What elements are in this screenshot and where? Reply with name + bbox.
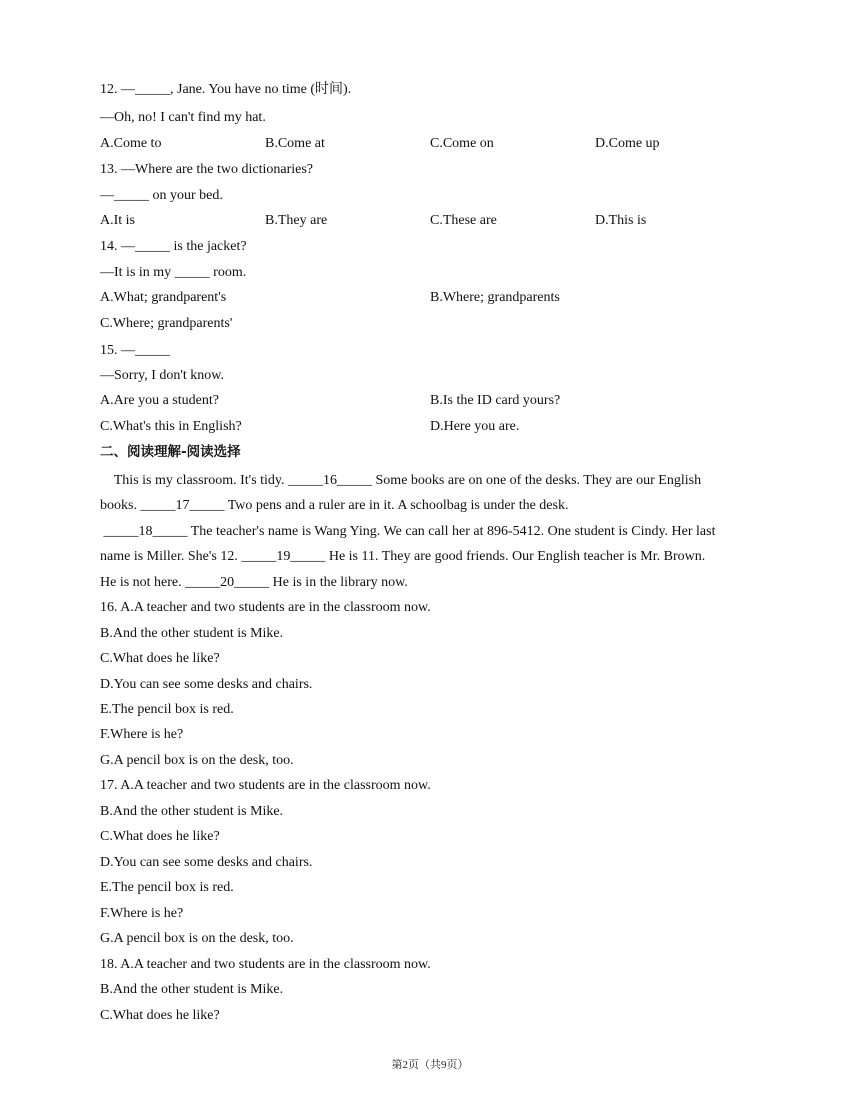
q13-option-c: C.These are [430,213,497,228]
q15-option-b: B.Is the ID card yours? [430,393,561,408]
q16-option-f: F.Where is he? [100,727,184,742]
q14-option-c: C.Where; grandparents' [100,316,233,331]
q14-option-a: A.What; grandparent's [100,290,227,305]
section-heading: 二、阅读理解-阅读选择 [100,444,241,460]
q17-option-f: F.Where is he? [100,906,184,921]
q14-option-b: B.Where; grandparents [430,290,560,305]
q14-reply: —It is in my _____ room. [100,265,247,280]
q17-option-c: C.What does he like? [100,829,220,844]
q12-option-c: C.Come on [430,136,494,151]
q16-option-e: E.The pencil box is red. [100,702,234,717]
q13-option-a: A.It is [100,213,135,228]
q16-option-a: 16. A.A teacher and two students are in the classroom now. [100,600,431,615]
q17-option-a: 17. A.A teacher and two students are in the classroom now. [100,778,431,793]
q18-option-c: C.What does he like? [100,1008,220,1023]
q12-stem: 12. —_____, Jane. You have no time (时间). [100,82,352,97]
q14-stem: 14. —_____ is the jacket? [100,239,247,254]
q13-stem: 13. —Where are the two dictionaries? [100,162,314,177]
q13-reply: —_____ on your bed. [100,188,223,203]
q12-option-d: D.Come up [595,136,660,151]
q16-option-c: C.What does he like? [100,651,220,666]
q13-option-b: B.They are [265,213,328,228]
q13-option-d: D.This is [595,213,647,228]
q18-option-b: B.And the other student is Mike. [100,982,284,997]
q17-option-b: B.And the other student is Mike. [100,804,284,819]
q18-option-a: 18. A.A teacher and two students are in the classroom now. [100,957,431,972]
q12-option-a: A.Come to [100,136,162,151]
page-footer: 第2页（共9页） [391,1059,469,1071]
q15-reply: —Sorry, I don't know. [100,368,224,383]
q17-option-g: G.A pencil box is on the desk, too. [100,931,294,946]
q17-option-e: E.The pencil box is red. [100,880,234,895]
q15-option-a: A.Are you a student? [100,393,219,408]
q15-option-c: C.What's this in English? [100,419,242,434]
q16-option-d: D.You can see some desks and chairs. [100,677,313,692]
passage-line: This is my classroom. It's tidy. _____16_____ Some books are on one of the desks. They are our English [100,473,702,488]
q12-reply: —Oh, no! I can't find my hat. [100,110,266,125]
passage-line: _____18_____ The teacher's name is Wang Ying. We can call her at 896-5412. One student is Cindy. Her last [100,524,716,539]
q16-option-g: G.A pencil box is on the desk, too. [100,753,294,768]
q15-stem: 15. —_____ [100,343,170,358]
passage-line: name is Miller. She's 12. _____19_____ He is 11. They are good friends. Our English teacher is Mr. Brown. [100,549,706,564]
q12-option-b: B.Come at [265,136,325,151]
q15-option-d: D.Here you are. [430,419,520,434]
q16-option-b: B.And the other student is Mike. [100,626,284,641]
passage-line: He is not here. _____20_____ He is in the library now. [100,575,408,590]
passage-line: books. _____17_____ Two pens and a ruler are in it. A schoolbag is under the desk. [100,498,569,513]
q17-option-d: D.You can see some desks and chairs. [100,855,313,870]
